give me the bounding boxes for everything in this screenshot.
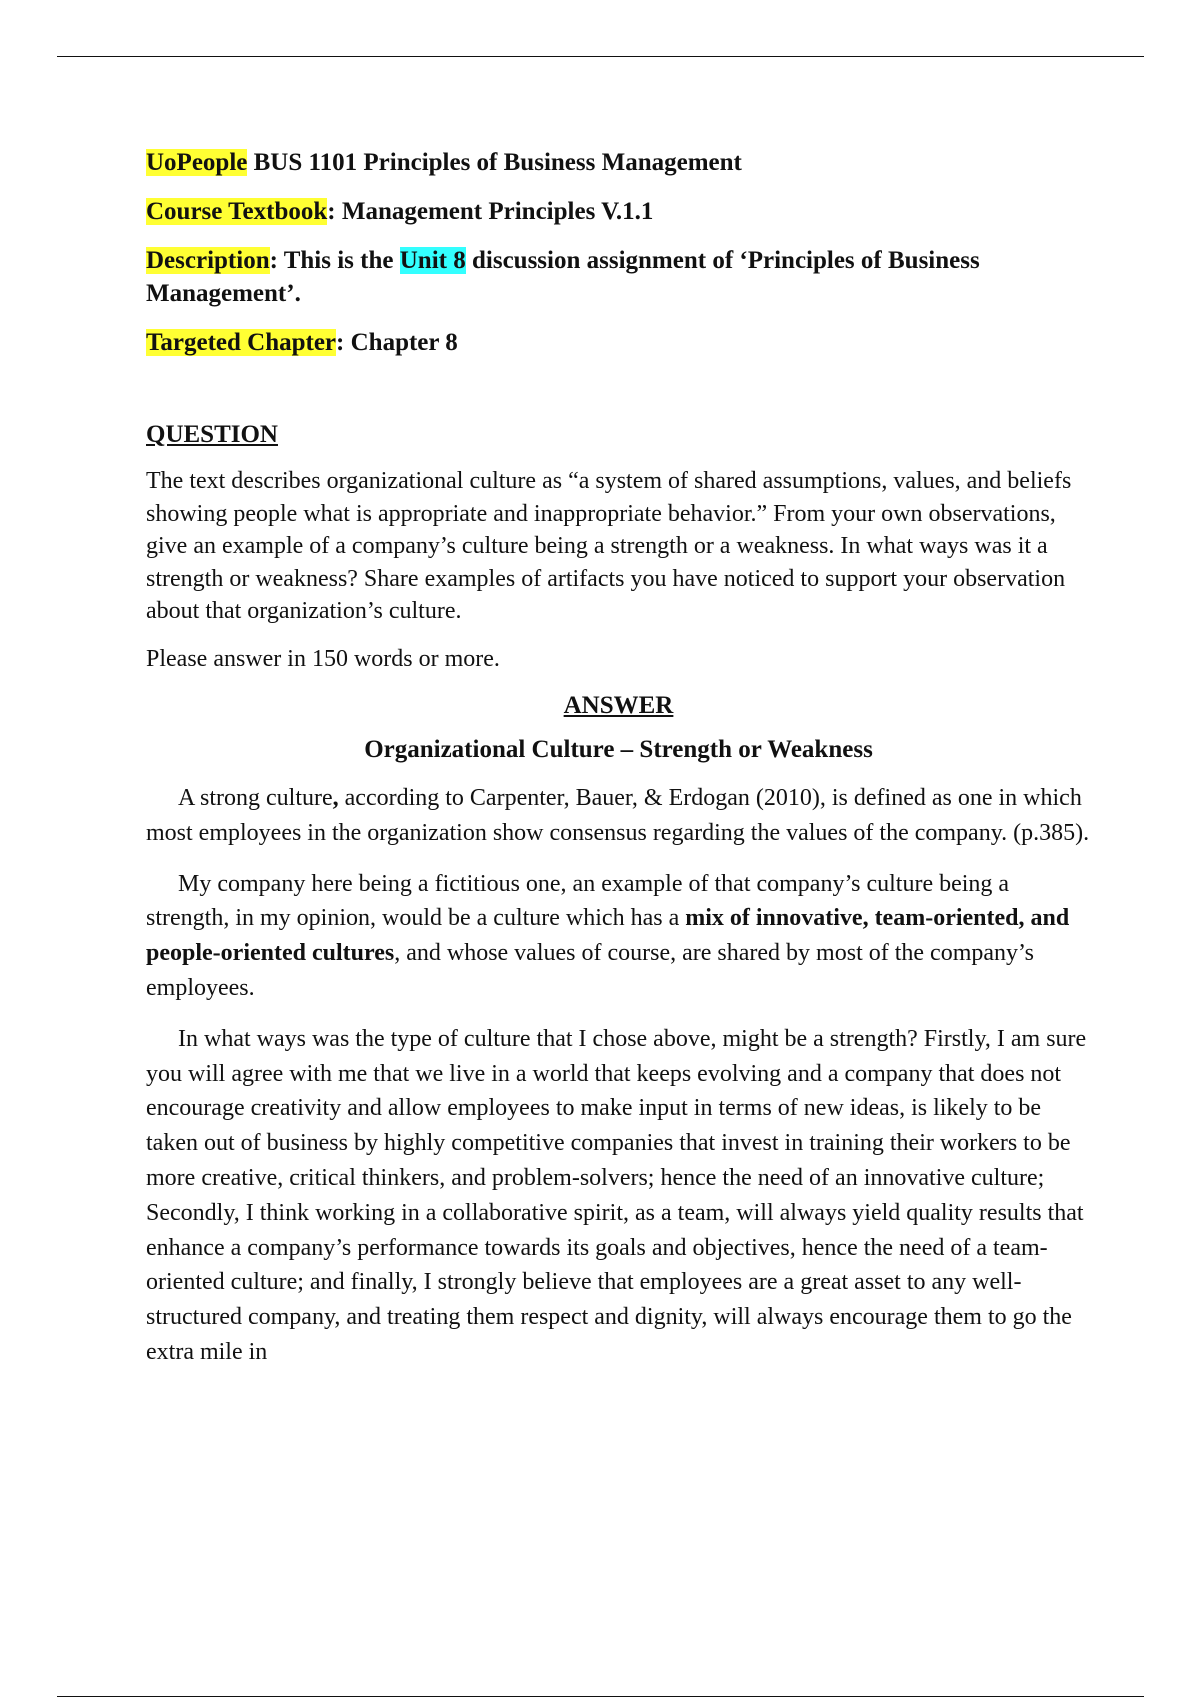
- highlight-description: Description: [146, 247, 270, 274]
- p1-bold: ,: [332, 785, 339, 811]
- answer-paragraph-1: [146, 781, 1091, 851]
- document-body: [146, 146, 1091, 1386]
- answer-paragraph-3: In what ways was the type of culture that I chose above, might be a strength? Firstly, I am sure you will agree with me that we live in a world that keeps evolving and a company that does not encourage creativity and allow employees to make input in terms of new ideas, is likely to be taken out of business by highly competitive companies that invest in training their workers to be more creative, critical thinkers, and problem-solvers; hence the need of an innovative culture; Secondly, I think working in a collaborative spirit, as a team, will always yield quality results that enhance a company’s performance towards its goals and objectives, hence the need of a team-oriented culture; and finally, I strongly believe that employees are a great asset to any well-structured company, and treating them respect and dignity, will always encourage them to go the extra mile in: [146, 1025, 1087, 1365]
- description-text-after: discussion assignment of ‘Principles of Business Management’.: [146, 247, 980, 307]
- course-title-text: BUS 1101 Principles of Business Management: [247, 149, 742, 176]
- question-body: The text describes organizational culture as “a system of shared assumptions, values, and beliefs showing people what is appropriate and inappropriate behavior.” From your own observations, give an example of a company’s culture being a strength or a weakness. In what ways was it a strength or weakness? Share examples of artifacts you have noticed to support your observation about that organization’s culture.: [146, 468, 1072, 624]
- p1-post: according to Carpenter, Bauer, & Erdogan (2010), is defined as one in which most employees in the organization show consensus regarding the values of the company. (p.385).: [146, 785, 1090, 846]
- highlight-uopeople: UoPeople: [146, 149, 248, 176]
- course-line: [146, 146, 1091, 179]
- answer-heading: ANSWER: [563, 692, 674, 719]
- highlight-course-textbook: Course Textbook: [146, 198, 328, 225]
- description-line: [146, 244, 1091, 310]
- highlight-targeted-chapter: Targeted Chapter: [146, 329, 337, 356]
- description-text-before: : This is the: [269, 247, 400, 274]
- textbook-text: : Management Principles V.1.1: [327, 198, 654, 225]
- highlight-unit: Unit 8: [399, 247, 466, 274]
- p2-bold: mix of innovative, team-oriented, and people-oriented cultures: [146, 905, 1070, 967]
- top-rule: [57, 56, 1144, 57]
- word-count-note: Please answer in 150 words or more.: [146, 645, 500, 672]
- p2-post: , and whose values of course, are shared by most of the company’s employees.: [146, 940, 1035, 1001]
- p2-pre: My company here being a fictitious one, an example of that company’s culture being a strength, in my opinion, would be a culture which has a: [146, 870, 1010, 932]
- answer-paragraph-2: [146, 867, 1091, 1006]
- answer-subtitle: Organizational Culture – Strength or Weakness: [364, 736, 873, 763]
- textbook-line: [146, 195, 1091, 228]
- chapter-line: [146, 326, 1091, 359]
- question-heading: QUESTION: [146, 421, 278, 448]
- bottom-rule: [57, 1696, 1144, 1697]
- chapter-text: : Chapter 8: [336, 329, 458, 356]
- p1-pre: A strong culture: [178, 785, 333, 811]
